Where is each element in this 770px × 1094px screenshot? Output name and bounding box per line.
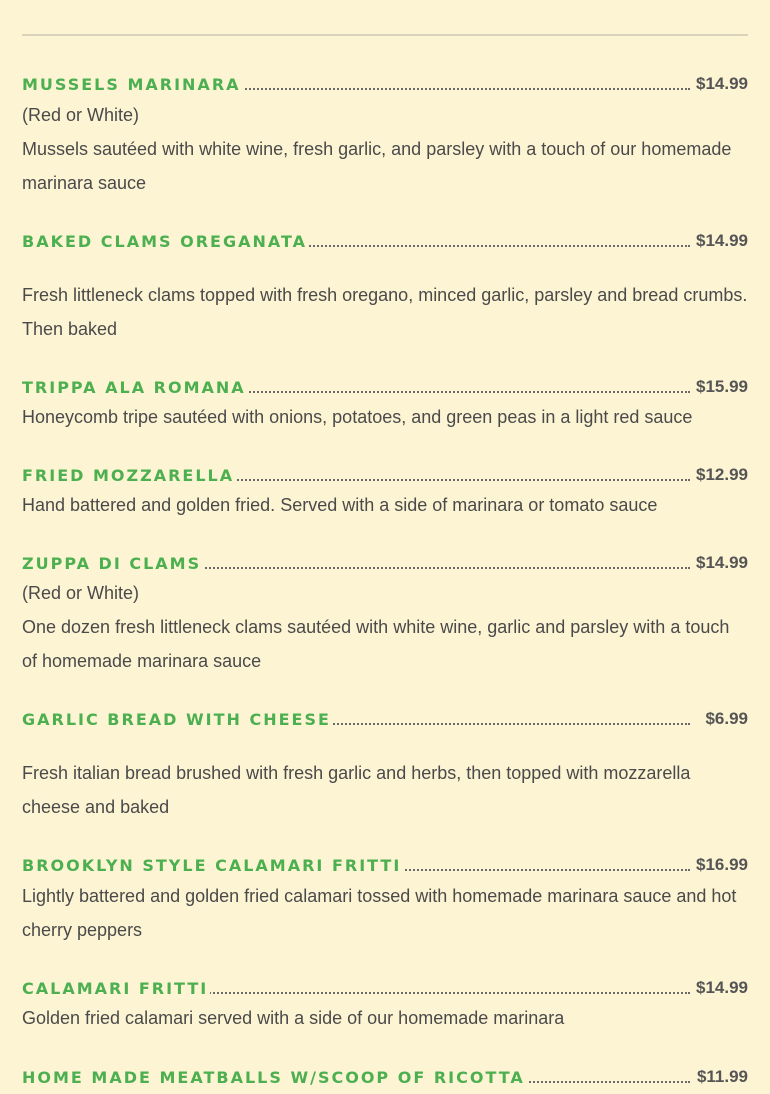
menu-item-header xyxy=(22,709,748,731)
item-description: Mussels sautéed with white wine, fresh garlic, and parsley with a touch of our homemade marinara sauce xyxy=(22,139,732,193)
item-price: $14.99 xyxy=(696,74,748,93)
menu-item-header xyxy=(22,465,748,487)
item-price: $12.99 xyxy=(696,465,748,484)
item-description: Honeycomb tripe sautéed with onions, potatoes, and green peas in a light red sauce xyxy=(22,407,693,427)
item-price: $6.99 xyxy=(705,709,748,728)
item-price: $14.99 xyxy=(696,553,748,572)
item-note: (Red or White) xyxy=(22,105,140,125)
item-description: Golden fried calamari served with a side of our homemade marinara xyxy=(22,1008,565,1028)
item-description: Fresh italian bread brushed with fresh garlic and herbs, then topped with mozzarella cheese and baked xyxy=(22,763,691,817)
item-price: $16.99 xyxy=(696,855,748,874)
item-note: (Red or White) xyxy=(22,583,140,603)
item-name: HOME MADE MEATBALLS W/SCOOP OF RICOTTA xyxy=(22,1068,525,1087)
top-divider xyxy=(22,34,748,36)
item-description: Fresh littleneck clams topped with fresh oregano, minced garlic, parsley and bread crumbs. Then baked xyxy=(22,285,748,339)
item-name: BAKED CLAMS OREGANATA xyxy=(22,232,308,251)
item-name: GARLIC BREAD WITH CHEESE xyxy=(22,710,331,729)
menu-item-header xyxy=(22,1067,748,1089)
item-name: FRIED MOZZARELLA xyxy=(22,466,235,485)
item-name: MUSSELS MARINARA xyxy=(22,75,241,94)
menu-item-header xyxy=(22,377,748,399)
item-price: $14.99 xyxy=(696,231,748,250)
menu-item-header xyxy=(22,231,748,253)
item-price: $14.99 xyxy=(696,978,748,997)
item-name: ZUPPA DI CLAMS xyxy=(22,554,202,573)
item-description: Lightly battered and golden fried calamari tossed with homemade marinara sauce and hot cherry peppers xyxy=(22,886,737,940)
menu-item-header xyxy=(22,74,748,96)
item-description: Hand battered and golden fried. Served with a side of marinara or tomato sauce xyxy=(22,495,658,515)
item-price: $15.99 xyxy=(696,377,748,396)
item-description: One dozen fresh littleneck clams sautéed with white wine, garlic and parsley with a touch of homemade marinara sauce xyxy=(22,617,730,671)
item-name: CALAMARI FRITTI xyxy=(22,979,209,998)
item-name: BROOKLYN STYLE CALAMARI FRITTI xyxy=(22,856,402,875)
item-name: TRIPPA ALA ROMANA xyxy=(22,378,246,397)
menu-item-header xyxy=(22,553,748,575)
menu-item-header xyxy=(22,855,748,877)
item-price: $11.99 xyxy=(696,1067,748,1086)
menu-item-header xyxy=(22,978,748,1000)
